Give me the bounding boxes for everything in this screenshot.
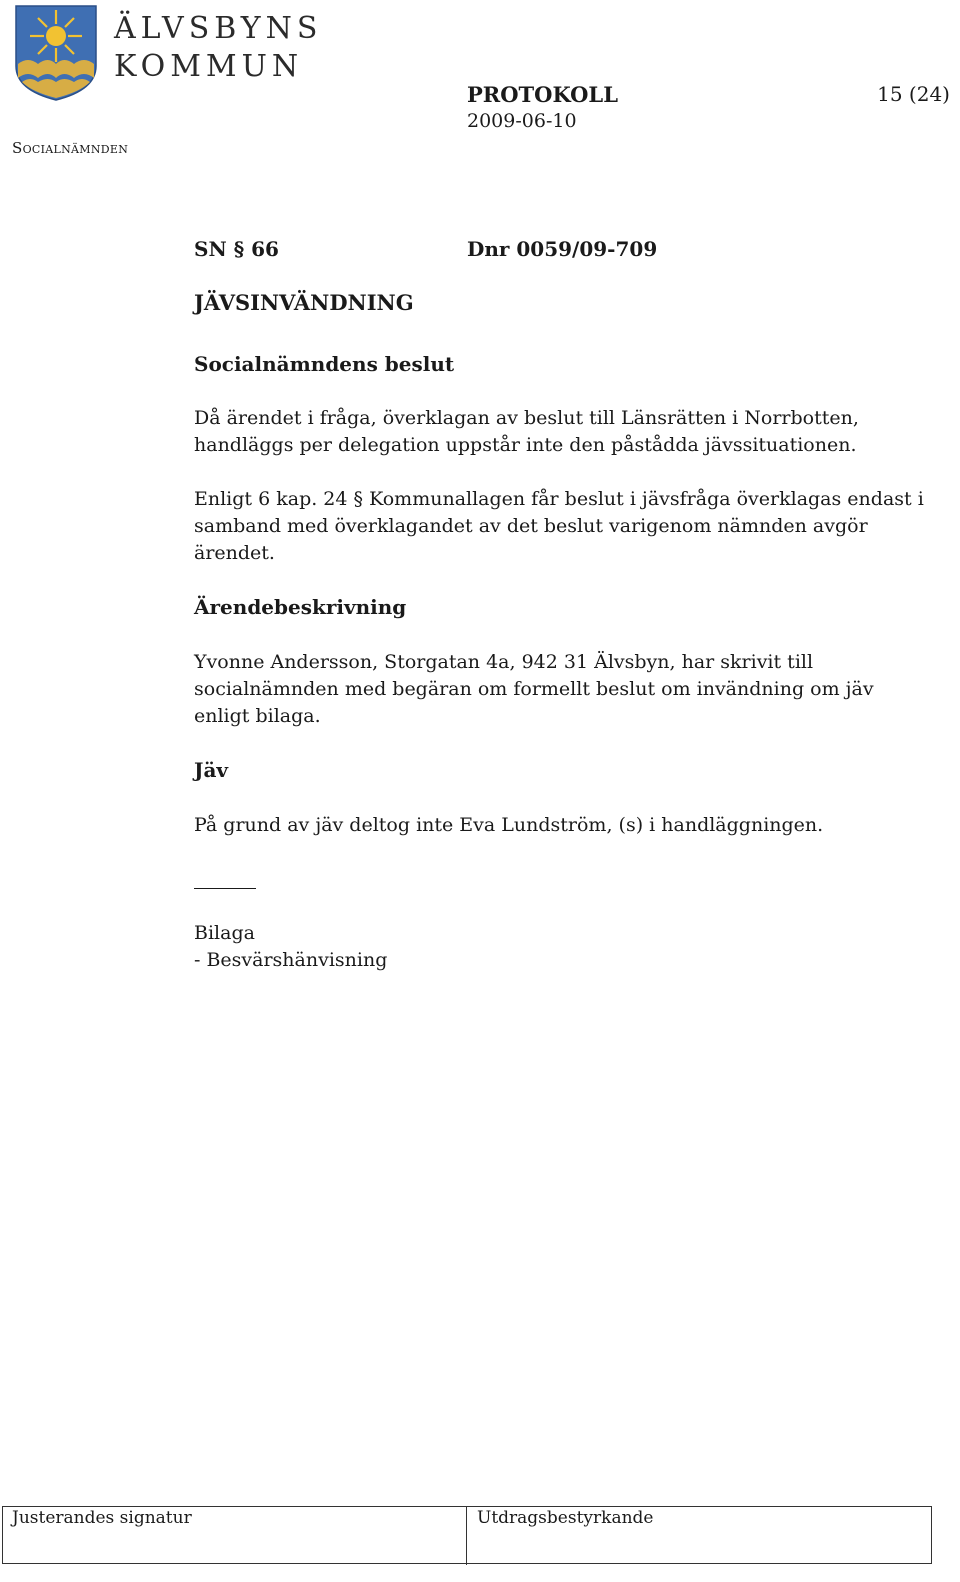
case-title: JÄVSINVÄNDNING bbox=[194, 290, 414, 315]
document-type: PROTOKOLL bbox=[467, 82, 618, 107]
disqualification-paragraph: På grund av jäv deltog inte Eva Lundström, (s) i handläggningen. bbox=[194, 814, 824, 836]
attachment-item: - Besvärshänvisning bbox=[194, 949, 388, 971]
case-dnr: Dnr 0059/09-709 bbox=[467, 237, 658, 261]
document-date: 2009-06-10 bbox=[467, 110, 577, 132]
department-name: Socialnämnden bbox=[12, 139, 129, 157]
decision-paragraph-1: Då ärendet i fråga, överklagan av beslut till Länsrätten i Norrbotten, handläggs per delegation uppstår inte den påstådda jävssituationen. bbox=[194, 407, 859, 456]
attachment-label: Bilaga bbox=[194, 922, 255, 944]
municipality-name-line2: KOMMUN bbox=[114, 49, 304, 84]
disqualification-heading: Jäv bbox=[194, 758, 229, 782]
municipality-name-line1: ÄLVSBYNS bbox=[114, 11, 323, 46]
case-description-heading: Ärendebeskrivning bbox=[194, 595, 407, 619]
page-number: 15 (24) bbox=[877, 82, 950, 106]
separator-rule bbox=[194, 888, 256, 889]
decision-heading: Socialnämndens beslut bbox=[194, 352, 455, 376]
signature-box-divider bbox=[466, 1506, 467, 1565]
municipality-logo bbox=[14, 4, 98, 102]
extract-certification-label: Utdragsbestyrkande bbox=[477, 1508, 654, 1528]
decision-paragraph-2: Enligt 6 kap. 24 § Kommunallagen får beslut i jävsfråga överklagas endast i samband med överklagandet av det beslut varigenom nämnden avgör ärendet. bbox=[194, 488, 924, 564]
case-number: SN § 66 bbox=[194, 237, 279, 261]
adjuster-signature-label: Justerandes signatur bbox=[12, 1508, 192, 1528]
case-description-paragraph: Yvonne Andersson, Storgatan 4a, 942 31 Älvsbyn, har skrivit till socialnämnden med begäran om formellt beslut om invändning om jäv enligt bilaga. bbox=[194, 651, 874, 727]
